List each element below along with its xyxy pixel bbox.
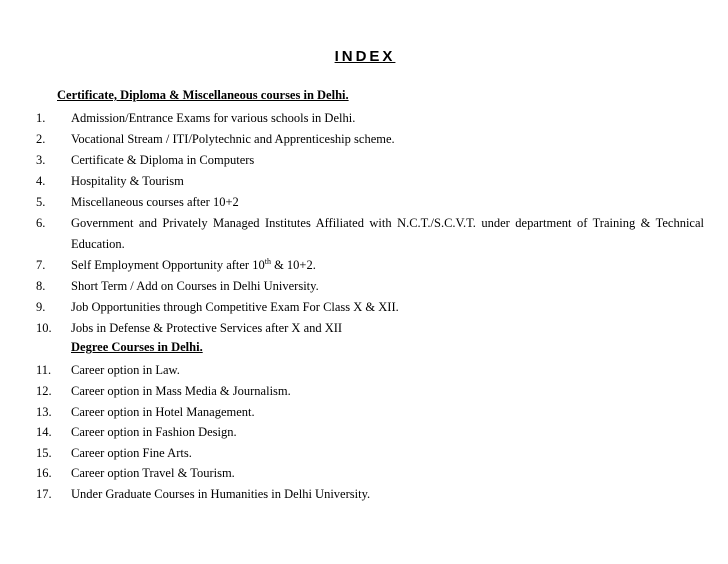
section-heading-degree: Degree Courses in Delhi. xyxy=(71,340,203,354)
item-number: 9. xyxy=(36,300,46,314)
section-heading-certificate: Certificate, Diploma & Miscellaneous courses in Delhi. xyxy=(57,88,349,102)
item-number: 14. xyxy=(36,425,52,439)
item-text: Vocational Stream / ITI/Polytechnic and Apprenticeship scheme. xyxy=(71,132,395,146)
item-number: 8. xyxy=(36,279,46,293)
item-text: Job Opportunities through Competitive Exam For Class X & XII. xyxy=(71,300,399,314)
item-number: 13. xyxy=(36,405,52,419)
item-text: Miscellaneous courses after 10+2 xyxy=(71,195,239,209)
item-number: 12. xyxy=(36,384,52,398)
item-number: 6. xyxy=(36,216,46,230)
item-text: Admission/Entrance Exams for various schools in Delhi. xyxy=(71,111,356,125)
item-text-continuation: Education. xyxy=(71,237,125,251)
item-number: 3. xyxy=(36,153,46,167)
item-number: 10. xyxy=(36,321,52,335)
item-number: 7. xyxy=(36,258,46,272)
item-number: 5. xyxy=(36,195,46,209)
item-text: Hospitality & Tourism xyxy=(71,174,184,188)
item-number: 11. xyxy=(36,363,52,377)
item-text: Career option in Law. xyxy=(71,363,180,377)
item-number: 16. xyxy=(36,466,52,480)
item-text: Under Graduate Courses in Humanities in Delhi University. xyxy=(71,487,371,501)
item-number: 4. xyxy=(36,174,46,188)
item-number: 15. xyxy=(36,446,52,460)
item-text: Career option in Hotel Management. xyxy=(71,405,255,419)
item-text-main: Self Employment Opportunity after 10 xyxy=(71,258,265,272)
item-text: Jobs in Defense & Protective Services after X and XII xyxy=(71,321,343,335)
item-text: Career option in Fashion Design. xyxy=(71,425,237,439)
item-text: Government and Privately Managed Institutes Affiliated with N.C.T./S.C.V.T. under department of Training & Technical xyxy=(71,216,704,230)
item-text xyxy=(71,257,316,273)
item-text-tail: & 10+2. xyxy=(270,258,316,272)
item-text: Career option Fine Arts. xyxy=(71,446,192,460)
item-text: Short Term / Add on Courses in Delhi University. xyxy=(71,279,319,293)
item-number: 17. xyxy=(36,487,52,501)
page-title xyxy=(0,48,728,65)
item-number: 2. xyxy=(36,132,46,146)
page-title-text: INDEX xyxy=(334,48,396,65)
item-text: Career option in Mass Media & Journalism. xyxy=(71,384,291,398)
item-number: 1. xyxy=(36,111,46,125)
item-text: Certificate & Diploma in Computers xyxy=(71,153,255,167)
superscript: th xyxy=(264,256,271,266)
item-text: Career option Travel & Tourism. xyxy=(71,466,235,480)
